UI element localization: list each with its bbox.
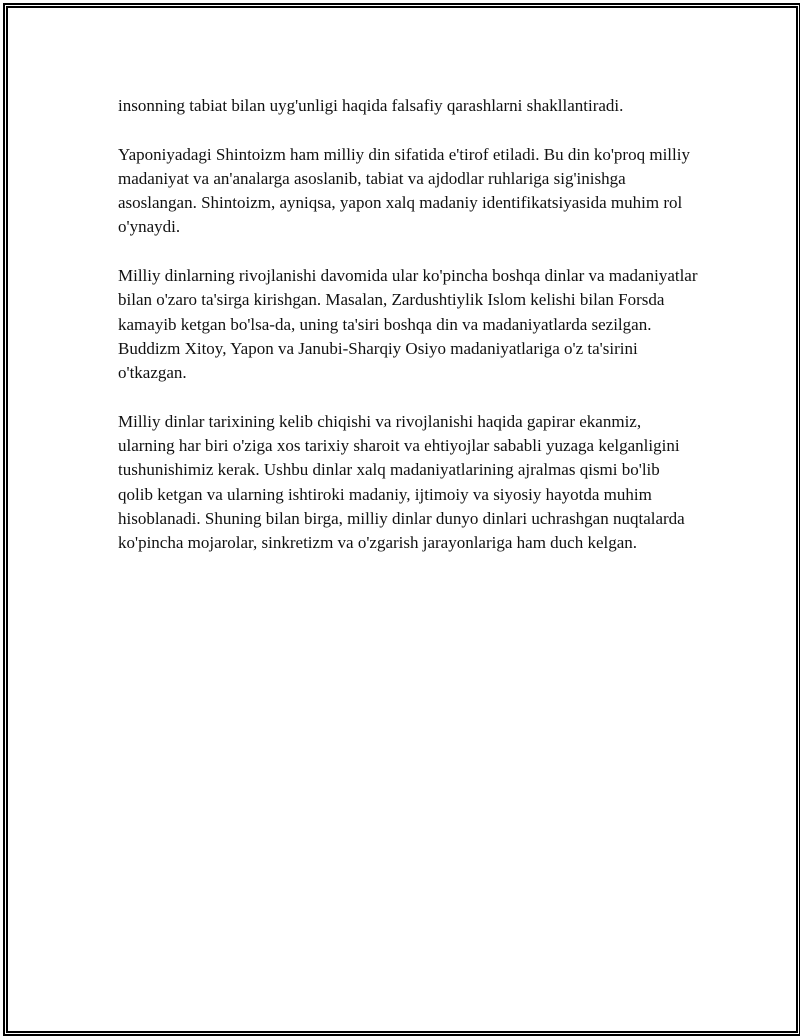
paragraph: Milliy dinlarning rivojlanishi davomida ular ko'pincha boshqa dinlar va madaniyatlar bilan o'zaro ta'sirga kirishgan. Masalan, Zardushtiylik Islom kelishi bilan Forsda kamayib ketgan bo'lsa-da, uning ta'siri boshqa din va madaniyatlarda sezilgan. Buddizm Xitoy, Yapon va Janubi-Sharqiy Osiyo madaniyatlariga o'z ta'sirini o'tkazgan. [118, 266, 698, 383]
paragraph: Milliy dinlar tarixining kelib chiqishi va rivojlanishi haqida gapirar ekanmiz, ularning har biri o'ziga xos tarixiy sharoit va ehtiyojlar sababli yuzaga kelganligini tushunishimiz kerak. Ushbu dinlar xalq madaniyatlarining ajralmas qismi bo'lib qolib ketgan va ularning ishtiroki madaniy, ijtimoiy va siyosiy hayotda muhim hisoblanadi. Shuning bilan birga, milliy dinlar dunyo dinlari uchrashgan nuqtalarda ko'pincha mojarolar, sinkretizm va o'zgarish jarayonlariga ham duch kelgan. [118, 411, 685, 553]
document-body [118, 94, 698, 580]
paragraph: insonning tabiat bilan uyg'unligi haqida falsafiy qarashlarni shakllantiradi. [118, 96, 624, 115]
paragraph: Yaponiyadagi Shintoizm ham milliy din sifatida e'tirof etiladi. Bu din ko'proq milliy madaniyat va an'analarga asoslanib, tabiat va ajdodlar ruhlariga sig'inishga asoslangan. Shintoizm, ayniqsa, yapon xalq madaniy identifikatsiyasida muhim rol o'ynaydi. [118, 144, 690, 237]
